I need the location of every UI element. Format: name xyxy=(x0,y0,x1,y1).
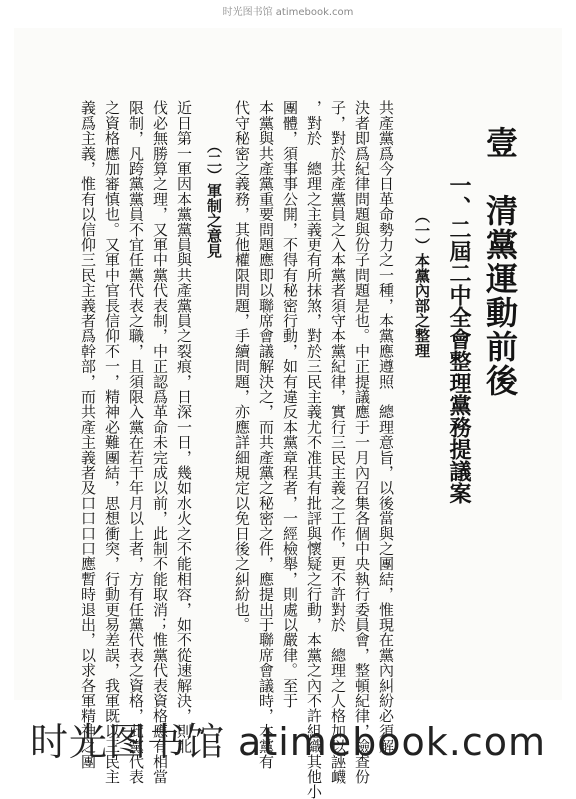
body-column: 限制，凡跨黨黨員不宜任黨代表之職，且須限入黨在若干年月以上者，方有任黨代表之資格，此黨代表 xyxy=(127,100,145,784)
body-column: 團體，須事事公開，不得有秘密行動，如有違反本黨章程者，一經檢舉，則處以嚴律。至于 xyxy=(281,100,299,708)
body-column: 之資格應加審慎也。又軍中官長信仰不一，精神必難團結，思想衝突，行動更易差誤，我軍既以三民主 xyxy=(103,100,121,784)
body-column: 本黨與共產黨重要問題應即以聯席會議解決之，而共產黨之秘密之件，應提出于聯席會議時，本黨有 xyxy=(257,100,275,769)
body-column: 代守秘密之義務，其他權限問題，手續問題，亦應詳細規定以免日後之糾紛也。 xyxy=(233,100,251,632)
sub-heading-internal-reorganization: （一）本黨內部之整理 xyxy=(413,208,431,358)
bottom-watermark: 时光图书馆 atimebook.com xyxy=(29,719,547,764)
body-column: 決者即爲紀律問題與份子問題是也。中正提議應于一月內召集各個中央執行委員會，整頓紀律，檢查份 xyxy=(353,100,371,784)
body-column: 子，對於共產黨員之入本黨者須守本黨紀律，實行三民主義之工作，更不許對於 總理之人格加以誣衊 xyxy=(329,100,347,784)
body-column: 義爲主義，惟有以信仰三民主義者爲幹部，而共產主義者及口口口口應暫時退出，以求各軍精神之團 xyxy=(79,100,97,769)
top-watermark: 时光图书馆 atimebook.com xyxy=(222,7,354,18)
sub-heading-military-system: （二）軍制之意見 xyxy=(205,138,223,258)
body-column: 近日第一軍因本黨黨員與共產黨員之裂痕，日深一日，幾如水火之不能相容，如不從速解決，則北 xyxy=(175,100,193,754)
body-column: 共產黨爲今日革命勢力之一種，本黨應遵照 總理意旨，以後當與之團結，惟現在黨內糾紛必須解 xyxy=(377,100,395,754)
body-column: ，對於 總理之主義更有所抹煞，對於三民主義尤不准其有批評與懷疑之行動，本黨之內不許組織其他小 xyxy=(305,100,323,799)
body-column: 伐必無勝算之理，又軍中黨代表制，中正認爲革命未完成以前，此制不能取消；惟黨代表資格應有相當 xyxy=(151,100,169,784)
chapter-title: 壹 清黨運動前後 xyxy=(481,126,519,398)
section-title: 一、二屆二中全會整理黨務提議案 xyxy=(446,174,472,504)
